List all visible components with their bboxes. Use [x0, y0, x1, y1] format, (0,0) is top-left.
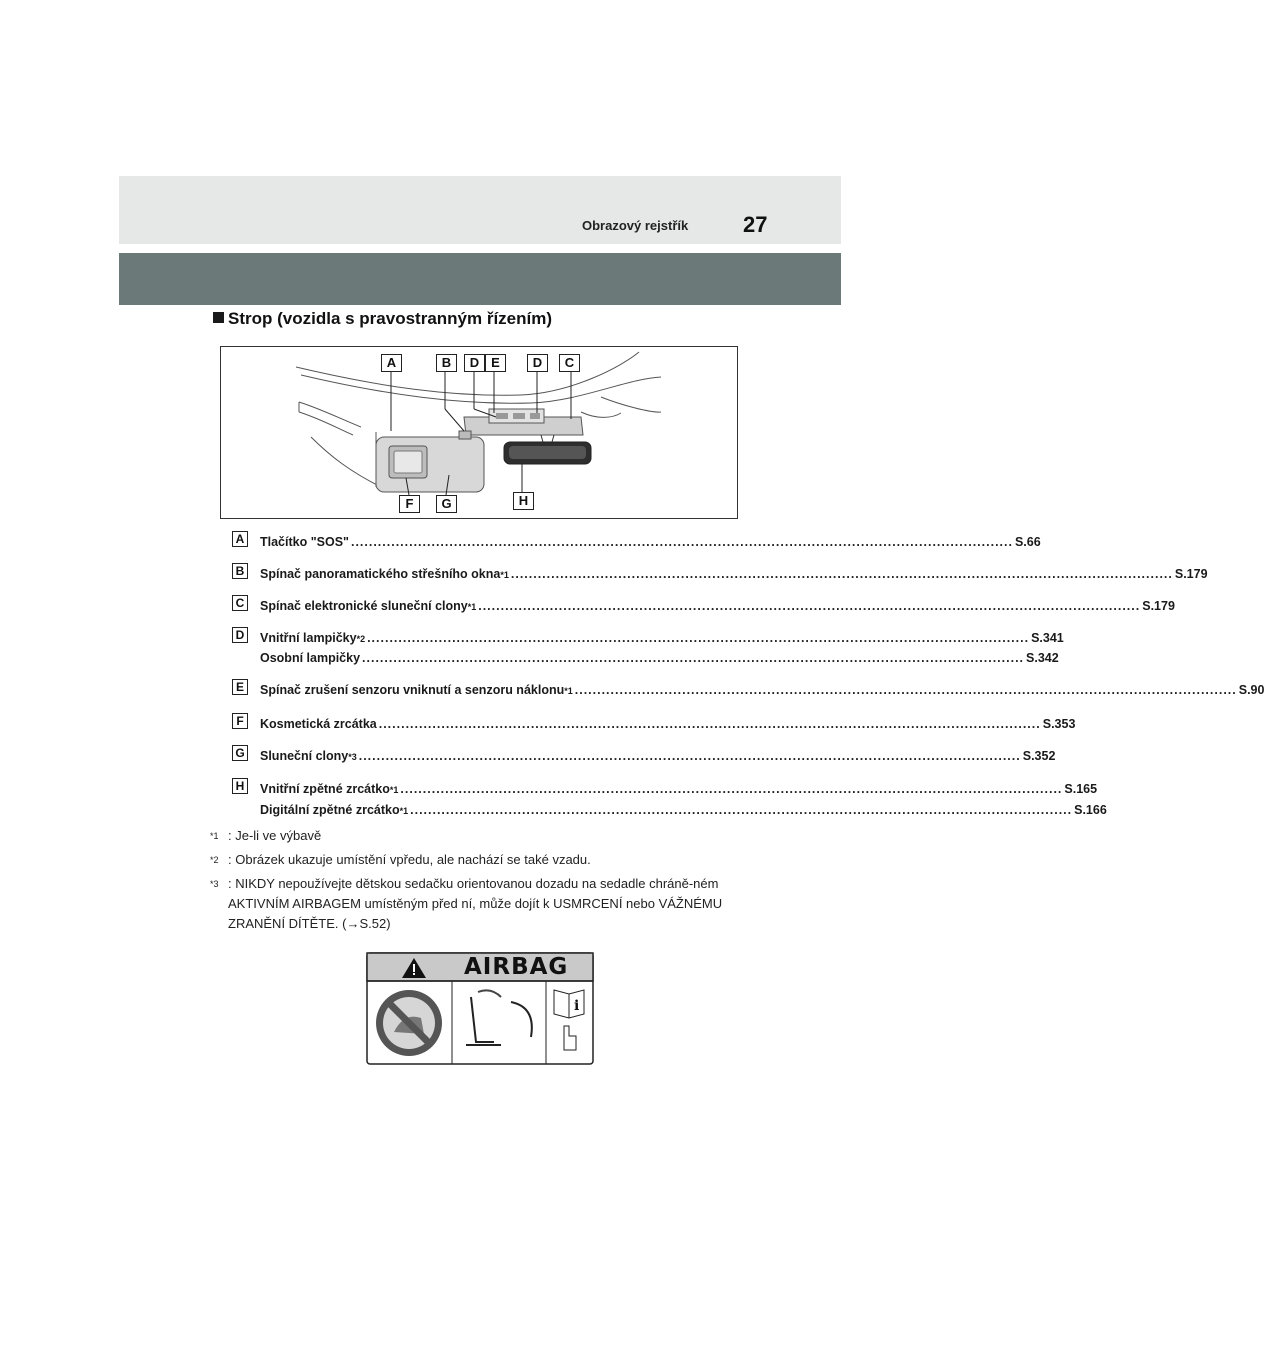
item-sup: *1	[399, 806, 409, 816]
item-key: H	[232, 778, 248, 794]
item-entry	[260, 631, 1064, 645]
item-label: Vnitřní lampičky	[260, 631, 357, 645]
page-ref: S.179	[1174, 567, 1208, 581]
item-key: B	[232, 563, 248, 579]
item-label: Spínač panoramatického střešního okna	[260, 567, 501, 581]
item-entry	[260, 803, 1107, 817]
leader-dots: ....................................................................................................................................................	[350, 535, 1013, 549]
square-bullet-icon	[213, 312, 224, 323]
item-entry	[260, 749, 1056, 763]
item-entry	[260, 717, 1076, 731]
leader-dots: ....................................................................................................................................................	[574, 683, 1237, 697]
item-label: Tlačítko "SOS"	[260, 535, 349, 549]
footnote-mark: *3	[210, 879, 219, 889]
footnote-text: : Je-li ve výbavě	[228, 828, 322, 843]
footnote-mark: *1	[210, 831, 219, 841]
item-label: Spínač elektronické sluneční clony	[260, 599, 468, 613]
callout-g: G	[436, 495, 457, 513]
item-label: Spínač zrušení senzoru vniknutí a senzoru náklonu	[260, 683, 565, 697]
page-ref: S.352	[1022, 749, 1056, 763]
item-entry	[260, 567, 1208, 581]
ceiling-drawing	[221, 347, 739, 520]
item-key: D	[232, 627, 248, 643]
callout-c: C	[559, 354, 580, 372]
footnote	[210, 826, 750, 850]
section-name: Obrazový rejstřík	[582, 218, 689, 233]
section-title	[213, 309, 552, 329]
item-sup: *1	[564, 686, 573, 696]
leader-dots: ....................................................................................................................................................	[410, 803, 1073, 817]
svg-text:i: i	[574, 998, 580, 1014]
page-ref: S.165	[1064, 782, 1098, 796]
item-sup: *1	[467, 602, 477, 612]
page-ref: S.353	[1042, 717, 1076, 731]
page-ref: S.341	[1031, 631, 1064, 645]
leader-dots: ....................................................................................................................................................	[362, 651, 1025, 665]
item-label: Vnitřní zpětné zrcátko	[260, 782, 390, 796]
footnote-text: : NIKDY nepoužívejte dětskou sedačku orientovanou dozadu na sedadle chráně-ném AKTIVNÍM AIRBAGEM umístěným před ní, může dojít k USMRCENÍ nebo VÁŽNÉMU ZRANĚNÍ DÍTĚTE. (→S.52)	[228, 876, 723, 931]
item-label: Digitální zpětné zrcátko	[260, 803, 400, 817]
leader-dots: ....................................................................................................................................................	[400, 782, 1063, 796]
item-key: G	[232, 745, 248, 761]
header-bar	[119, 176, 841, 244]
page-ref: S.166	[1074, 803, 1107, 817]
item-sup: *1	[500, 570, 509, 580]
item-key: C	[232, 595, 248, 611]
page-ref: S.90	[1238, 683, 1264, 697]
item-entry	[260, 683, 1264, 697]
leader-dots: ....................................................................................................................................................	[367, 631, 1030, 645]
leader-dots: ....................................................................................................................................................	[378, 717, 1041, 731]
ceiling-illustration	[220, 346, 738, 519]
callout-f: F	[399, 495, 420, 513]
callout-h: H	[513, 492, 534, 510]
footnote	[210, 850, 750, 874]
item-label: Kosmetická zrcátka	[260, 717, 377, 731]
item-key: A	[232, 531, 248, 547]
footnote	[210, 874, 750, 931]
callout-b: B	[436, 354, 457, 372]
callout-d: D	[464, 354, 485, 372]
leader-dots: ....................................................................................................................................................	[510, 567, 1173, 581]
header-band	[119, 253, 841, 305]
item-sup: *2	[356, 634, 366, 644]
item-entry	[260, 782, 1098, 796]
page-number: 27	[743, 212, 768, 237]
page-ref: S.66	[1014, 535, 1041, 549]
section-title-text: Strop (vozidla s pravostranným řízením)	[228, 309, 553, 328]
leader-dots: ....................................................................................................................................................	[358, 749, 1021, 763]
item-sup: *3	[348, 752, 357, 762]
item-entry	[260, 535, 1041, 549]
callout-d-2: D	[527, 354, 548, 372]
page-ref: S.342	[1026, 651, 1059, 665]
page-ref: S.179	[1142, 599, 1175, 613]
item-key: E	[232, 679, 248, 695]
item-entry	[260, 651, 1059, 665]
airbag-warning-label	[366, 952, 594, 1065]
item-sup: *1	[389, 785, 399, 795]
airbag-label-title: AIRBAG	[464, 954, 569, 980]
callout-e: E	[485, 354, 506, 372]
item-label: Osobní lampičky	[260, 651, 361, 665]
leader-dots: ....................................................................................................................................................	[478, 599, 1141, 613]
callout-a: A	[381, 354, 402, 372]
item-entry	[260, 599, 1175, 613]
footnote-mark: *2	[210, 855, 219, 865]
item-label: Sluneční clony	[260, 749, 349, 763]
item-key: F	[232, 713, 248, 729]
footnote-text: : Obrázek ukazuje umístění vpředu, ale nachází se také vzadu.	[228, 852, 591, 867]
